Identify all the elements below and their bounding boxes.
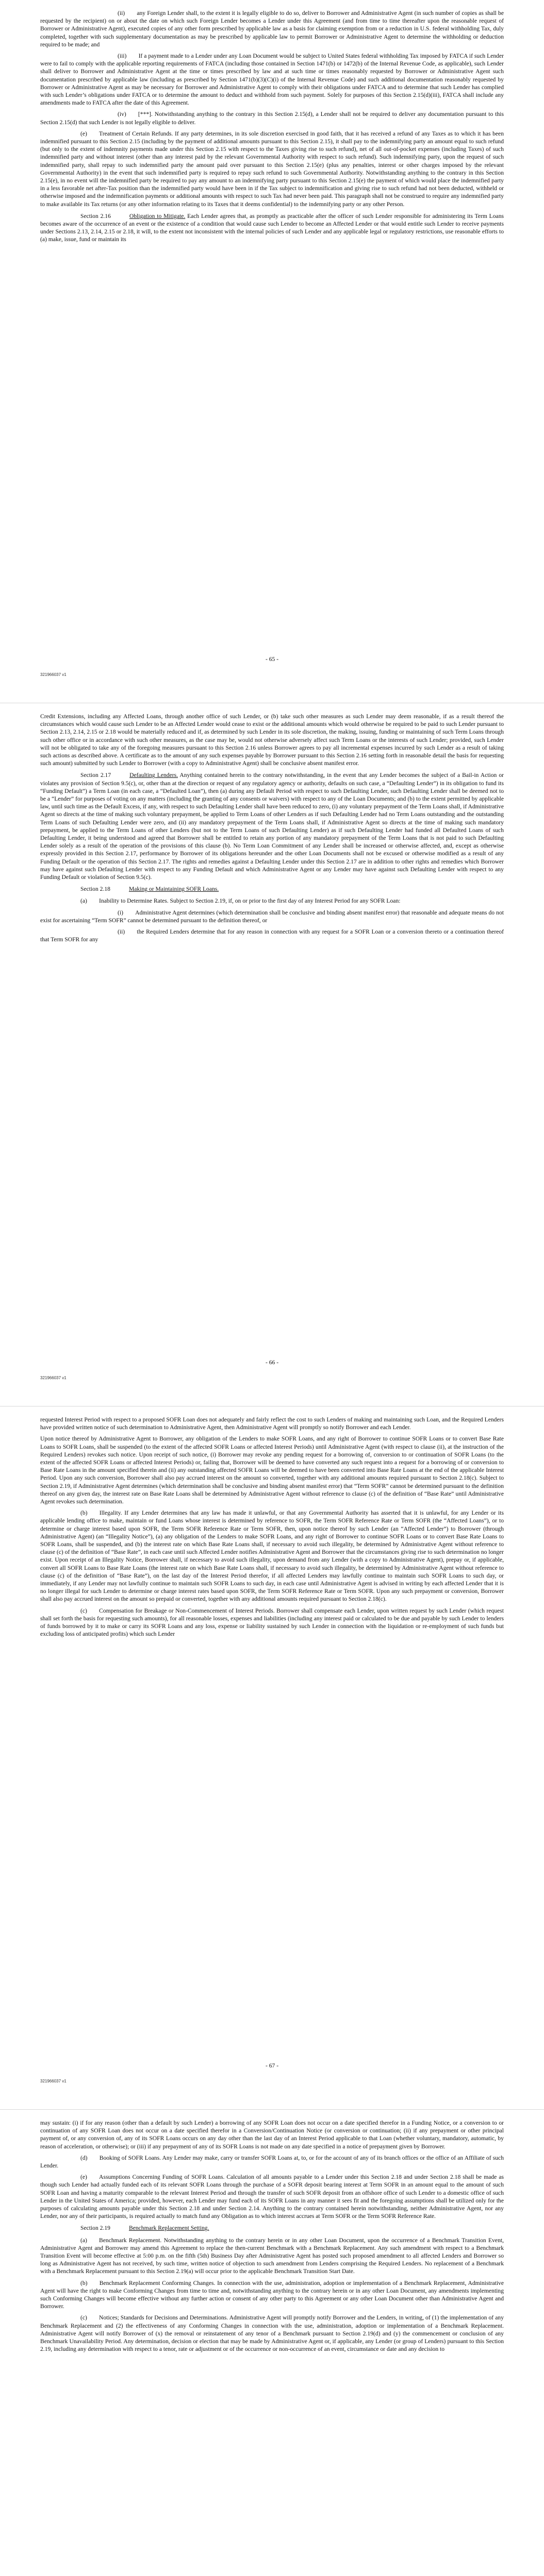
paragraph: (e) Treatment of Certain Refunds. If any party determines, in its sole discretion exercised in good faith, that it has received a refund of any Taxes as to which it has been indemnified pursuant to this Section 2.15 (including by the payment of additional amounts pursuant to this Section 2.15), it shall pay to the indemnifying party an amount equal to such refund (but only to the extent of indemnity payments made under this Section 2.15 with respect to the Taxes giving rise to such refund), net of all out-of-pocket expenses (including Taxes) of such indemnified party and without interest (other than any interest paid by the relevant Governmental Authority with respect to such refund). Such indemnifying party, upon the request of such indemnified party, shall repay to such indemnified party the amount paid over pursuant to this Section 2.15(e) (plus any penalties, interest or other charges imposed by the relevant Governmental Authority) in the event that such indemnified party is required to repay such refund to such Governmental Authority. Notwithstanding anything to the contrary in this Section 2.15(e), in no event will the indemnified party be required to pay any amount to an indemnifying party pursuant to this Section 2.15(e) the payment of which would place the indemnified party in a less favorable net after-Tax position than the indemnified party would have been in if the Tax subject to indemnification and giving rise to such refund had not been deducted, withheld or otherwise imposed and the indemnification payments or additional amounts with respect to such Tax had never been paid. This paragraph shall not be construed to require any indemnified party to make available its Tax returns (or any other information relating to its Taxes that it deems confidential) to the indemnifying party or any other Person. — [40, 130, 504, 208]
document-id: 321966037 v1 — [40, 672, 67, 677]
section-number: Section 2.17 — [80, 772, 111, 779]
paragraph: (i) Administrative Agent determines (which determination shall be conclusive and binding absent manifest error) that reasonable and adequate means do not exist for ascertaining “Term SOFR” cannot be determined pursuant to the definition thereof, or — [40, 909, 504, 924]
page-content — [40, 2119, 504, 2357]
section-title: Defaulting Lenders. — [129, 772, 178, 779]
paragraph: (b) Illegality. If any Lender determines that any law has made it unlawful, or that any Governmental Authority has asserted that it is unlawful, for any Lender or its applicable lending office to make, maintain or fund Loans whose interest is determined by reference to SOFR, the Term SOFR Reference Rate or Term SOFR (the “Affected Loans”), or to determine or charge interest based upon SOFR, the Term SOFR Reference Rate or Term SOFR, then, upon notice thereof by such Lender (an “Affected Lender”) to Borrower (through Administrative Agent) (an “Illegality Notice”), (a) any obligation of the Lenders to make SOFR Loans, and any right of Borrower to continue SOFR Loans or to convert Base Rate Loans to SOFR Loans, shall be suspended, and (b) the interest rate on which Base Rate Loans shall, if necessary to avoid such illegality, be determined by Administrative Agent without reference to clause (c) of the definition of “Base Rate”, in each case until such Affected Lender notifies Administrative Agent and Borrower that the circumstances giving rise to such determination no longer exist. Upon receipt of an Illegality Notice, Borrower shall, if necessary to avoid such illegality, upon demand from any Lender (with a copy to Administrative Agent), prepay or, if applicable, convert all SOFR Loans to Base Rate Loans (the interest rate on which Base Rate Loans shall, if necessary to avoid such illegality, be determined by Administrative Agent without reference to clause (c) of the definition of “Base Rate”), on the last day of the Interest Period therefor, if all affected Lenders may lawfully continue to maintain such SOFR Loans to such day, or immediately, if any Lender may not lawfully continue to maintain such SOFR Loans to such day, in each case until Administrative Agent is advised in writing by each affected Lender that it is no longer illegal for such Lender to determine or charge interest rates based upon SOFR, the Term SOFR Reference Rate or Term SOFR. Upon any such prepayment or conversion, Borrower shall also pay accrued interest on the amount so prepaid or converted, together with any additional amounts required pursuant to Section 2.18(c). — [40, 1510, 504, 1603]
paragraph: (iv) [***]. Notwithstanding anything to the contrary in this Section 2.15(d), a Lender shall not be required to deliver any documentation pursuant to this Section 2.15(d) that such Lender is not legally eligible to deliver. — [40, 111, 504, 126]
section-heading-2-19 — [40, 2224, 504, 2232]
paragraph: (ii) any Foreign Lender shall, to the extent it is legally eligible to do so, deliver to Borrower and Administrative Agent (in such number of copies as shall be requested by the recipient) on or about the date on which such Foreign Lender becomes a Lender under this Agreement (and from time to time thereafter upon the reasonable request of Borrower or Administrative Agent), executed copies of any other form prescribed by applicable law as a basis for claiming exemption from or a reduction in U.S. federal withholding Tax, duly completed, together with such supplementary documentation as may be prescribed by applicable law to permit Borrower or Administrative Agent to determine the withholding or deduction required to be made; and — [40, 10, 504, 48]
paragraph: (c) Notices; Standards for Decisions and Determinations. Administrative Agent will promptly notify Borrower and the Lenders, in writing, of (1) the implementation of any Benchmark Replacement and (2) the effectiveness of any Conforming Changes in connection with the use, administration, adoption or implementation of a Benchmark Replacement. Administrative Agent will notify Borrower of (x) the removal or reinstatement of any tenor of a Benchmark pursuant to Section 2.19(d) and (y) the commencement or conclusion of any Benchmark Unavailability Period. Any determination, decision or election that may be made by Administrative Agent or, if applicable, any Lender (or group of Lenders) pursuant to this Section 2.19, including any determination with respect to a tenor, rate or adjustment or of the occurrence or non-occurrence of an event, circumstance or date and any decision to — [40, 2314, 504, 2353]
document-page-66 — [0, 703, 544, 1406]
paragraph: Upon notice thereof by Administrative Agent to Borrower, any obligation of the Lenders to make SOFR Loans, and any right of Borrower to continue SOFR Loans or to convert Base Rate Loans to SOFR Loans, shall be suspended (to the extent of the affected SOFR Loans or affected Interest Periods) until Administrative Agent (with respect to clause (ii), at the instruction of the Required Lenders) revokes such notice. Upon receipt of such notice, (i) Borrower may revoke any pending request for a borrowing of, conversion to or continuation of SOFR Loans (to the extent of the affected SOFR Loans or affected Interest Periods) or, failing that, Borrower will be deemed to have converted any such request into a request for a borrowing of or conversion to Base Rate Loans in the amount specified therein and (ii) any outstanding affected SOFR Loans will be deemed to have been converted into Base Rate Loans at the end of the applicable Interest Period. Upon any such conversion, Borrower shall also pay accrued interest on the amount so converted, together with any additional amounts required pursuant to Section 2.18(c). Subject to Section 2.19, if Administrative Agent determines (which determination shall be conclusive and binding absent manifest error) that “Term SOFR” cannot be determined pursuant to the definition thereof on any given day, the interest rate on Base Rate Loans shall be determined by Administrative Agent without reference to clause (c) of the definition of “Base Rate” until Administrative Agent revokes such determination. — [40, 1435, 504, 1505]
paragraph: Credit Extensions, including any Affected Loans, through another office of such Lender, or (b) take such other measures as such Lender may deem reasonable, if as a result thereof the circumstances which would cause such Lender to be an Affected Lender would cease to exist or the additional amounts which would otherwise be required to be paid to such Lender pursuant to Section 2.13, 2.14, 2.15 or 2.18 would be materially reduced and if, as determined by such Lender in its sole discretion, the making, issuing, funding or maintaining of such Term Loans through such other office or in accordance with such other measures, as the case may be, would not otherwise adversely affect such Term Loans or the interests of such Lender; provided, such Lender will not be obligated to take any of the foregoing measures pursuant to this Section 2.16 unless Borrower agrees to pay all incremental expenses incurred by such Lender as a result of taking such actions as described above. A certificate as to the amount of any such expenses payable by Borrower pursuant to this Section 2.16 setting forth in reasonable detail the basis for requesting such amount) submitted by such Lender to Borrower (with a copy to Administrative Agent) shall be conclusive absent manifest error. — [40, 713, 504, 767]
section-heading-2-18 — [40, 885, 504, 893]
section-body: Each Lender agrees that, as promptly as practicable after the officer of such Lender responsible for administering its Term Loans becomes aware of the occurrence of an event or the existence of a condition that would cause such Lender to become an Affected Lender or that would entitle such Lender to receive payments under Sections 2.13, 2.14, 2.15 or 2.18, it will, to the extent not inconsistent with the internal policies of such Lender and any applicable legal or regulatory restrictions, use reasonable efforts to (a) make, issue, fund or maintain its — [40, 212, 504, 243]
page-number: - 66 - — [265, 1359, 279, 1366]
document-page-65 — [0, 0, 544, 703]
paragraph: (a) Inability to Determine Rates. Subject to Section 2.19, if, on or prior to the first day of any Interest Period for any SOFR Loan: — [80, 897, 401, 905]
paragraph: (iii) If a payment made to a Lender under any Loan Document would be subject to United States federal withholding Tax imposed by FATCA if such Lender were to fail to comply with the applicable reporting requirements of FATCA (including those contained in Section 1471(b) or 1472(b) of the Internal Revenue Code, as applicable), such Lender shall deliver to Borrower and Administrative Agent at the time or times prescribed by law and at such time or times reasonably requested by Borrower or Administrative Agent such documentation prescribed by applicable law (including as prescribed by Section 1471(b)(3)(C)(i) of the Internal Revenue Code) and such additional documentation reasonably requested by Borrower or Administrative Agent as may be necessary for Borrower and Administrative Agent to comply with their obligations under FATCA and to determine that such Lender has complied with such Lender’s obligations under FATCA or to determine the amount to deduct and withhold from such payment. Solely for purposes of this Section 2.15(d)(iii), FATCA shall include any amendments made to FATCA after the date of this Agreement. — [40, 53, 504, 107]
document-page-67 — [0, 1406, 544, 2110]
page-content — [40, 1416, 504, 1641]
document-page-68 — [0, 2110, 544, 2576]
paragraph: requested Interest Period with respect to a proposed SOFR Loan does not adequately and fairly reflect the cost to such Lenders of making and maintaining such Loan, and the Required Lenders have provided written notice of such determination to Administrative Agent, then Administrative Agent will promptly so notify Borrower and each Lender. — [40, 1416, 504, 1431]
document-id: 321966037 v1 — [40, 1376, 67, 1380]
paragraph: (ii) the Required Lenders determine that for any reason in connection with any request for a SOFR Loan or a conversion thereto or a continuation thereof that Term SOFR for any — [40, 928, 504, 943]
section-title: Benchmark Replacement Setting. — [128, 2225, 209, 2232]
paragraph: (d) Booking of SOFR Loans. Any Lender may make, carry or transfer SOFR Loans at, to, or for the account of any of its branch offices or the office of an Affiliate of such Lender. — [40, 2154, 504, 2170]
paragraph: (b) Benchmark Replacement Conforming Changes. In connection with the use, administration, adoption or implementation of a Benchmark Replacement, Administrative Agent will have the right to make Conforming Changes from time to time and, notwithstanding anything to the contrary herein or in any other Loan Document, any amendments implementing such Conforming Changes will become effective without any further action or consent of any other party to this Agreement or any other Loan Document other than Administrative Agent and Borrower. — [40, 2279, 504, 2310]
section-heading-2-16 — [40, 212, 504, 244]
page-number: - 67 - — [265, 2062, 279, 2069]
paragraph: (e) Assumptions Concerning Funding of SOFR Loans. Calculation of all amounts payable to a Lender under this Section 2.18 and under Section 2.18 shall be made as though such Lender had actually funded each of its relevant SOFR Loans through the purchase of a SOFR deposit bearing interest at Term SOFR in an amount equal to the amount of such SOFR Loan and having a maturity comparable to the relevant Interest Period and through the transfer of such SOFR deposit from an offshore office of such Lender to a domestic office of such Lender in the United States of America; provided, however, each Lender may fund each of its SOFR Loans in any manner it sees fit and the foregoing assumptions shall be utilized only for the purposes of calculating amounts payable under this Section 2.18 and under Section 2.14. Anything to the contrary contained herein notwithstanding, neither Administrative Agent, nor any Lender, nor any of their participants, is required actually to match fund any Obligation as to which interest accrues at Term SOFR or the Term SOFR Reference Rate. — [40, 2174, 504, 2220]
section-title: Obligation to Mitigate. — [129, 212, 186, 219]
section-number: Section 2.16 — [80, 212, 111, 219]
section-heading-2-17 — [40, 771, 504, 881]
paragraph: (c) Compensation for Breakage or Non-Commencement of Interest Periods. Borrower shall compensate each Lender, upon written request by such Lender (which request shall set forth the basis for requesting such amounts), for all reasonable losses, expenses and liabilities (including any interest paid or calculated to be due and payable by such Lender to lenders of funds borrowed by it to make or carry its SOFR Loans and any loss, expense or liability sustained by such Lender in connection with the liquidation or re-employment of such funds but excluding loss of anticipated profits) which such Lender — [40, 1607, 504, 1638]
paragraph: may sustain: (i) if for any reason (other than a default by such Lender) a borrowing of any SOFR Loan does not occur on a date specified therefor in a Funding Notice, or a conversion to or continuation of any SOFR Loan does not occur on a date specified therefor in a Conversion/Continuation Notice (or conversion or continuation; (ii) if any prepayment or other principal payment of, or any conversion of, any of its SOFR Loans occurs on any day other than the last day of an Interest Period applicable to that Loan (whether voluntary, mandatory, automatic, by reason of acceleration, or otherwise); or (iii) if any prepayment of any of its SOFR Loans is not made on any date specified in a notice of prepayment given by Borrower. — [40, 2120, 504, 2150]
section-number: Section 2.19 — [80, 2225, 110, 2232]
section-title: Making or Maintaining SOFR Loans. — [128, 886, 219, 893]
section-number: Section 2.18 — [80, 886, 110, 893]
section-body: Anything contained herein to the contrary notwithstanding, in the event that any Lender becomes the subject of a Bail-in Action or violates any provision of Section 9.5(c), or, other than at the direction or request of any regulatory agency or authority, defaults on such case, a “Defaulting Lender”) in its obligation to fund its “Funding Default”) a Term Loan (in each case, a “Defaulted Loan”), then (a) during any Default Period with respect to such Defaulting Lender, such Defaulting Lender shall be deemed not to be a “Lender” for purposes of voting on any matters (including the granting of any consents or waivers) with respect to any of the Loan Documents; and (b) to the extent permitted by applicable law, until such time as the Default Excess, if any, with respect to such Defaulting Lender shall have been reduced to zero, (i) any voluntary prepayment of the Term Loans shall, if Administrative Agent so directs at the time of making such voluntary prepayment, be applied to Term Loans of other Lenders as if such Defaulting Lender had no Term Loans outstanding and the outstanding Term Loans of such Defaulting Lender were zero, and (ii) any mandatory prepayment of the Term Loans shall, if Administrative Agent so directs at the time of making such mandatory prepayment, be applied to the Term Loans of other Lenders (but not to the Term Loans of such Defaulting Lender) as if such Defaulting Lender had funded all Defaulted Loans of such Defaulting Lender, it being understood and agreed that Borrower shall be entitled to retain any portion of any mandatory prepayment of the Term Loans that is not paid to such Defaulting Lender solely as a result of the operation of the provisions of this clause (b). No Term Loan Commitment of any Lender shall be increased or otherwise affected, and, except as otherwise expressly provided in this Section 2.17, performance by Borrower of its obligations hereunder and the other Loan Documents shall not be excused or otherwise modified as a result of any Funding Default or the operation of this Section 2.17. The rights and remedies against a Defaulting Lender under this Section 2.17 are in addition to other rights and remedies which Borrower may have against such Defaulting Lender with respect to any Funding Default and which Administrative Agent or any Lender may have against such Defaulting Lender with respect to any Funding Default or violation of Section 9.5(c). — [40, 772, 504, 881]
page-content — [40, 713, 504, 947]
page-number: - 65 - — [265, 656, 279, 663]
paragraph: (a) Benchmark Replacement. Notwithstanding anything to the contrary herein or in any other Loan Document, upon the occurrence of a Benchmark Transition Event, Administrative Agent and Borrower may amend this Agreement to replace the then-current Benchmark with a Benchmark Replacement. Any such amendment with respect to a Benchmark Transition Event will become effective at 5:00 p.m. on the fifth (5th) Business Day after Administrative Agent has posted such proposed amendment to all affected Lenders and Borrower so long as Administrative Agent has not received, by such time, written notice of objection to such amendment from Lenders comprising the Required Lenders. No replacement of a Benchmark with a Benchmark Replacement pursuant to this Section 2.19(a) will occur prior to the applicable Benchmark Transition Start Date. — [40, 2236, 504, 2275]
page-content — [40, 9, 504, 248]
document-id: 321966037 v1 — [40, 2079, 67, 2083]
